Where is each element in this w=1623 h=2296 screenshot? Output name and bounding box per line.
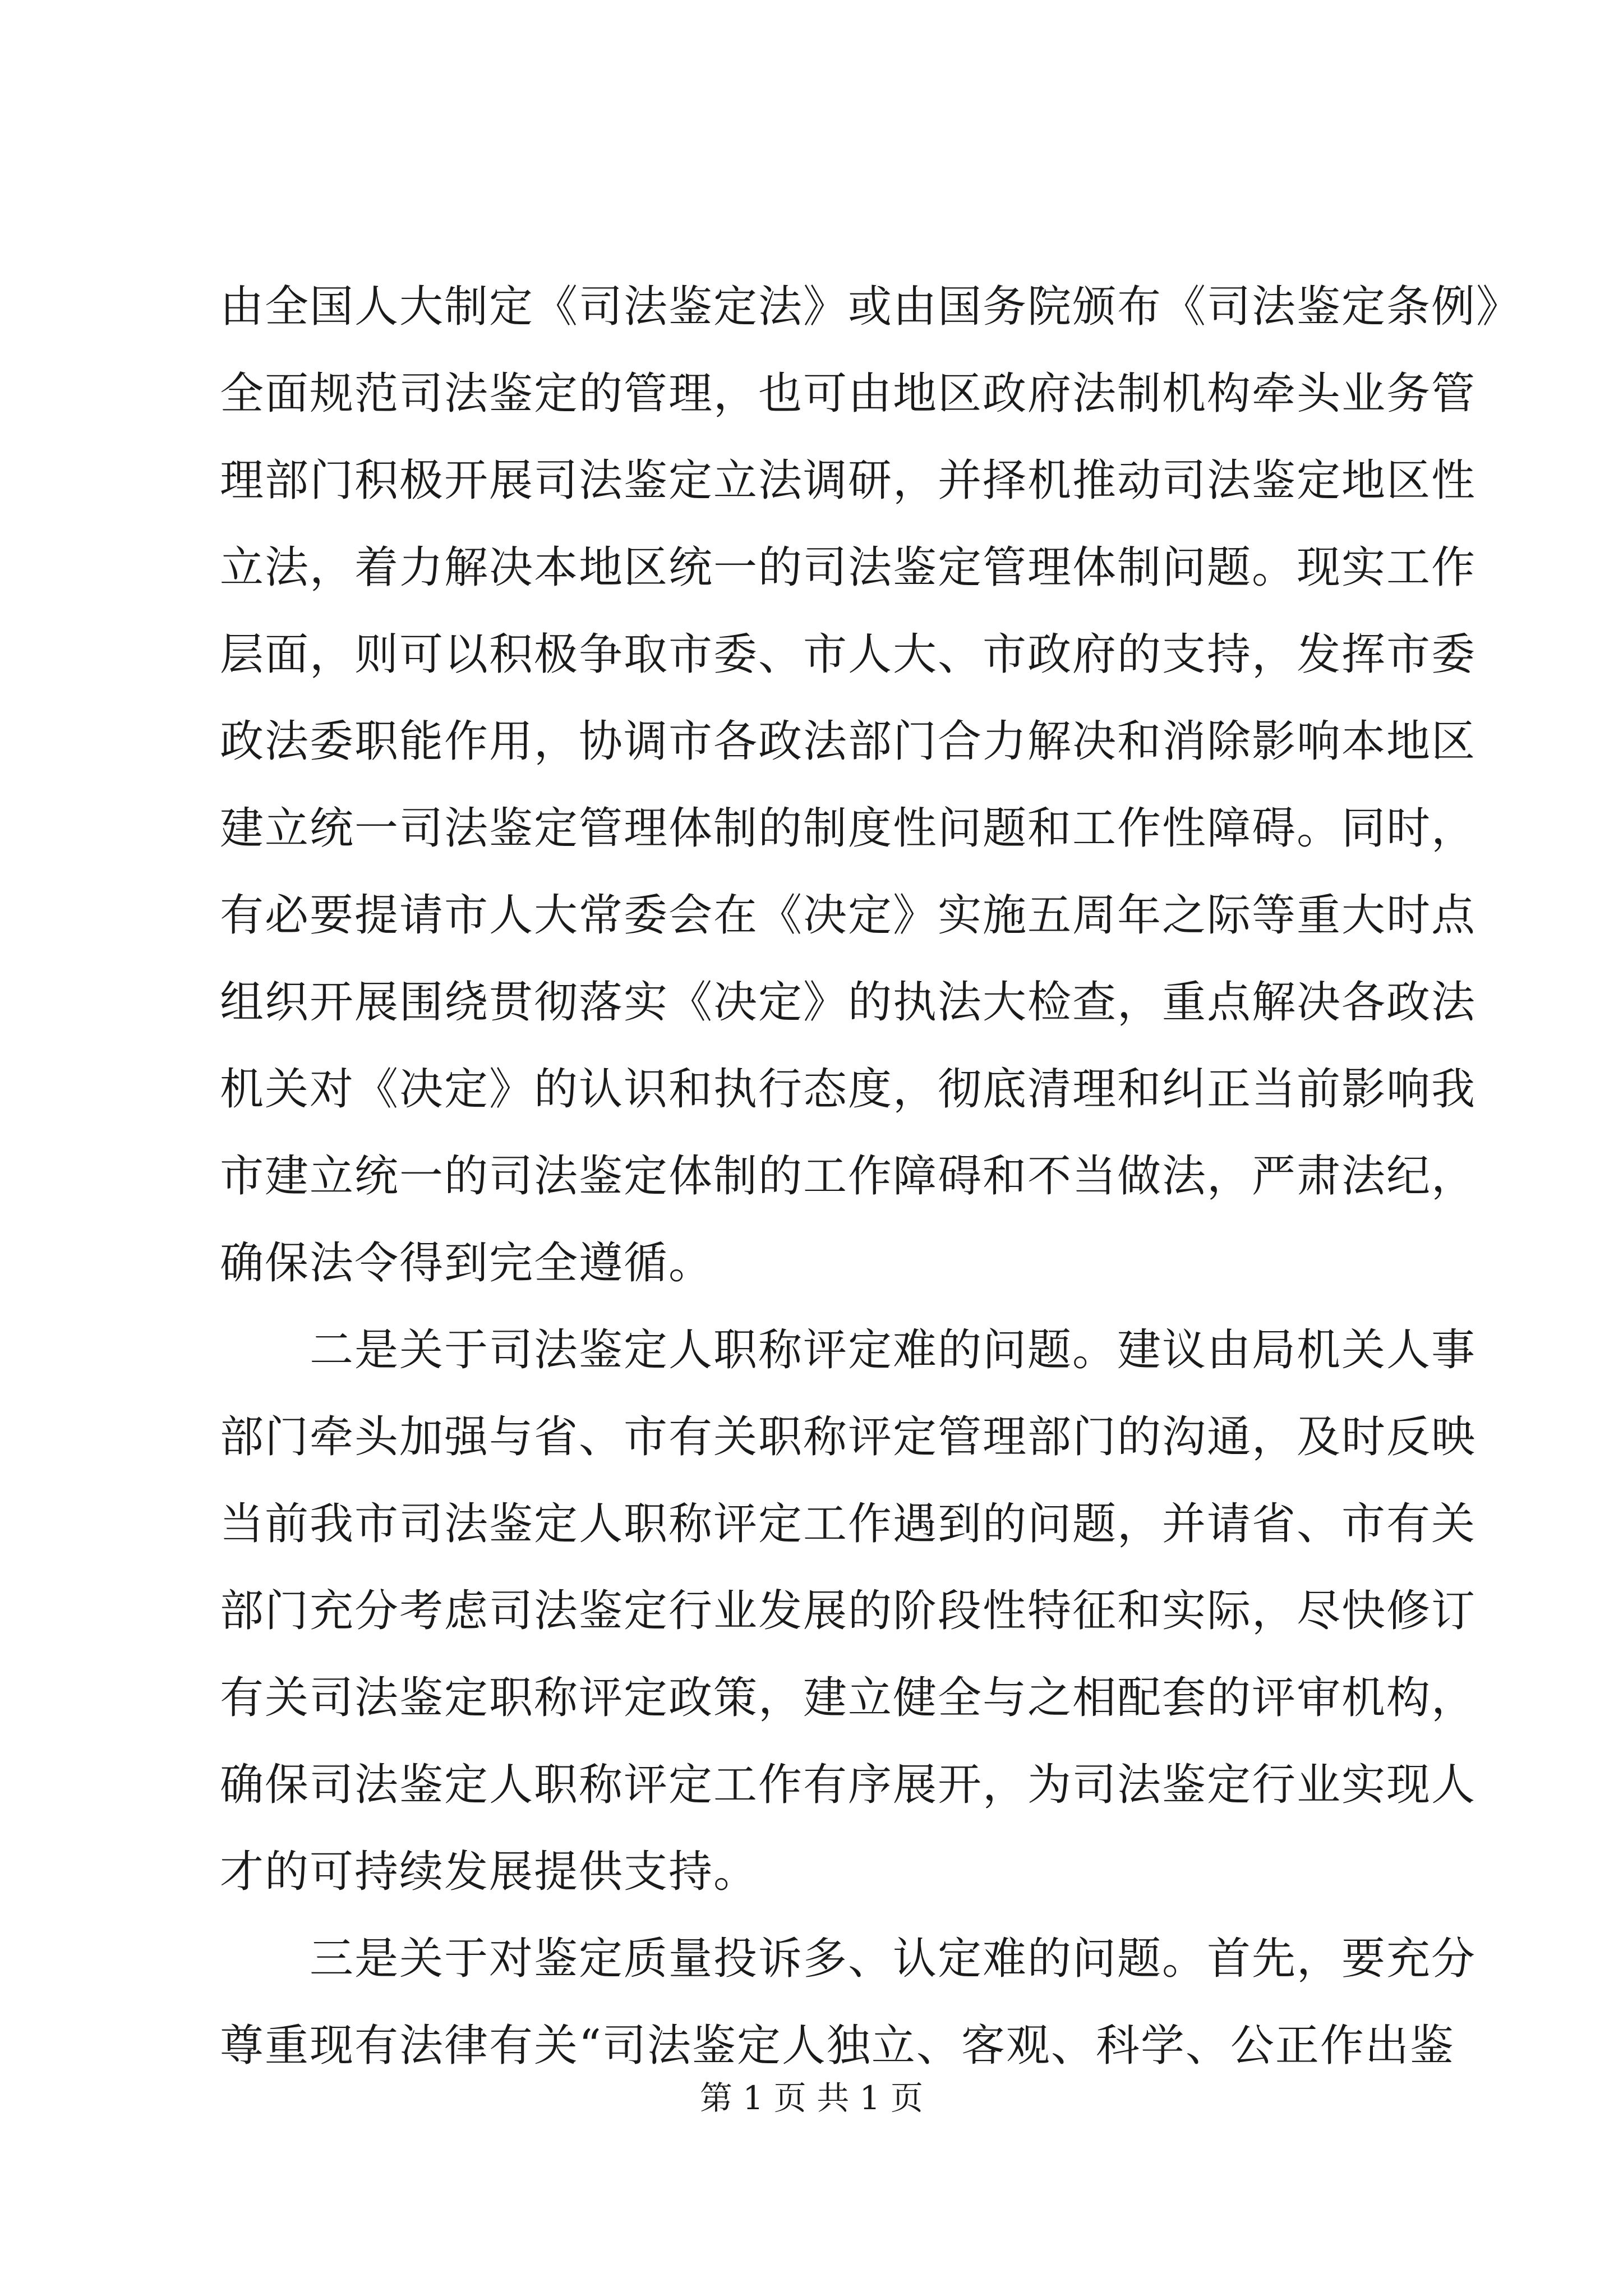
text-line: 理部门积极开展司法鉴定立法调研，并择机推动司法鉴定地区性 <box>220 455 1477 506</box>
paragraph-3 <box>220 1916 1477 2090</box>
text-line: 才的可持续发展提供支持。 <box>220 1847 759 1897</box>
text-line: 当前我市司法鉴定人职称评定工作遇到的问题，并请省、市有关 <box>220 1499 1477 1549</box>
paragraph-1 <box>220 264 1521 1307</box>
text-line: 立法，着力解决本地区统一的司法鉴定管理体制问题。现实工作 <box>220 542 1477 593</box>
text-line: 机关对《决定》的认识和执行态度，彻底清理和纠正当前影响我 <box>220 1064 1477 1115</box>
text-line: 确保司法鉴定人职称评定工作有序展开，为司法鉴定行业实现人 <box>220 1760 1477 1810</box>
text-line: 由全国人大制定《司法鉴定法》或由国务院颁布《司法鉴定条例》 <box>220 282 1521 332</box>
text-line: 层面，则可以积极争取市委、市人大、市政府的支持，发挥市委 <box>220 629 1477 680</box>
text-line: 确保法令得到完全遵循。 <box>220 1238 714 1289</box>
text-line: 市建立统一的司法鉴定体制的工作障碍和不当做法，严肃法纪， <box>220 1151 1477 1202</box>
text-line: 政法委职能作用，协调市各政法部门合力解决和消除影响本地区 <box>220 716 1477 767</box>
text-line: 全面规范司法鉴定的管理，也可由地区政府法制机构牵头业务管 <box>220 369 1477 419</box>
text-line: 建立统一司法鉴定管理体制的制度性问题和工作性障碍。同时， <box>220 803 1477 854</box>
text-line: 有必要提请市人大常委会在《决定》实施五周年之际等重大时点 <box>220 890 1477 941</box>
document-body <box>220 264 1521 2090</box>
text-line: 部门牵头加强与省、市有关职称评定管理部门的沟通，及时反映 <box>220 1412 1477 1462</box>
text-line: 部门充分考虑司法鉴定行业发展的阶段性特征和实际，尽快修订 <box>220 1586 1477 1636</box>
text-line: 二是关于司法鉴定人职称评定难的问题。建议由局机关人事 <box>310 1325 1477 1375</box>
text-line: 三是关于对鉴定质量投诉多、认定难的问题。首先，要充分 <box>310 1934 1477 1984</box>
paragraph-2 <box>220 1307 1477 1916</box>
page-number-footer: 第 1 页 共 1 页 <box>700 2079 923 2117</box>
text-line: 尊重现有法律有关“司法鉴定人独立、客观、科学、公正作出鉴 <box>220 2021 1455 2071</box>
text-line: 有关司法鉴定职称评定政策，建立健全与之相配套的评审机构， <box>220 1673 1477 1723</box>
text-line: 组织开展围绕贯彻落实《决定》的执法大检查，重点解决各政法 <box>220 977 1477 1028</box>
